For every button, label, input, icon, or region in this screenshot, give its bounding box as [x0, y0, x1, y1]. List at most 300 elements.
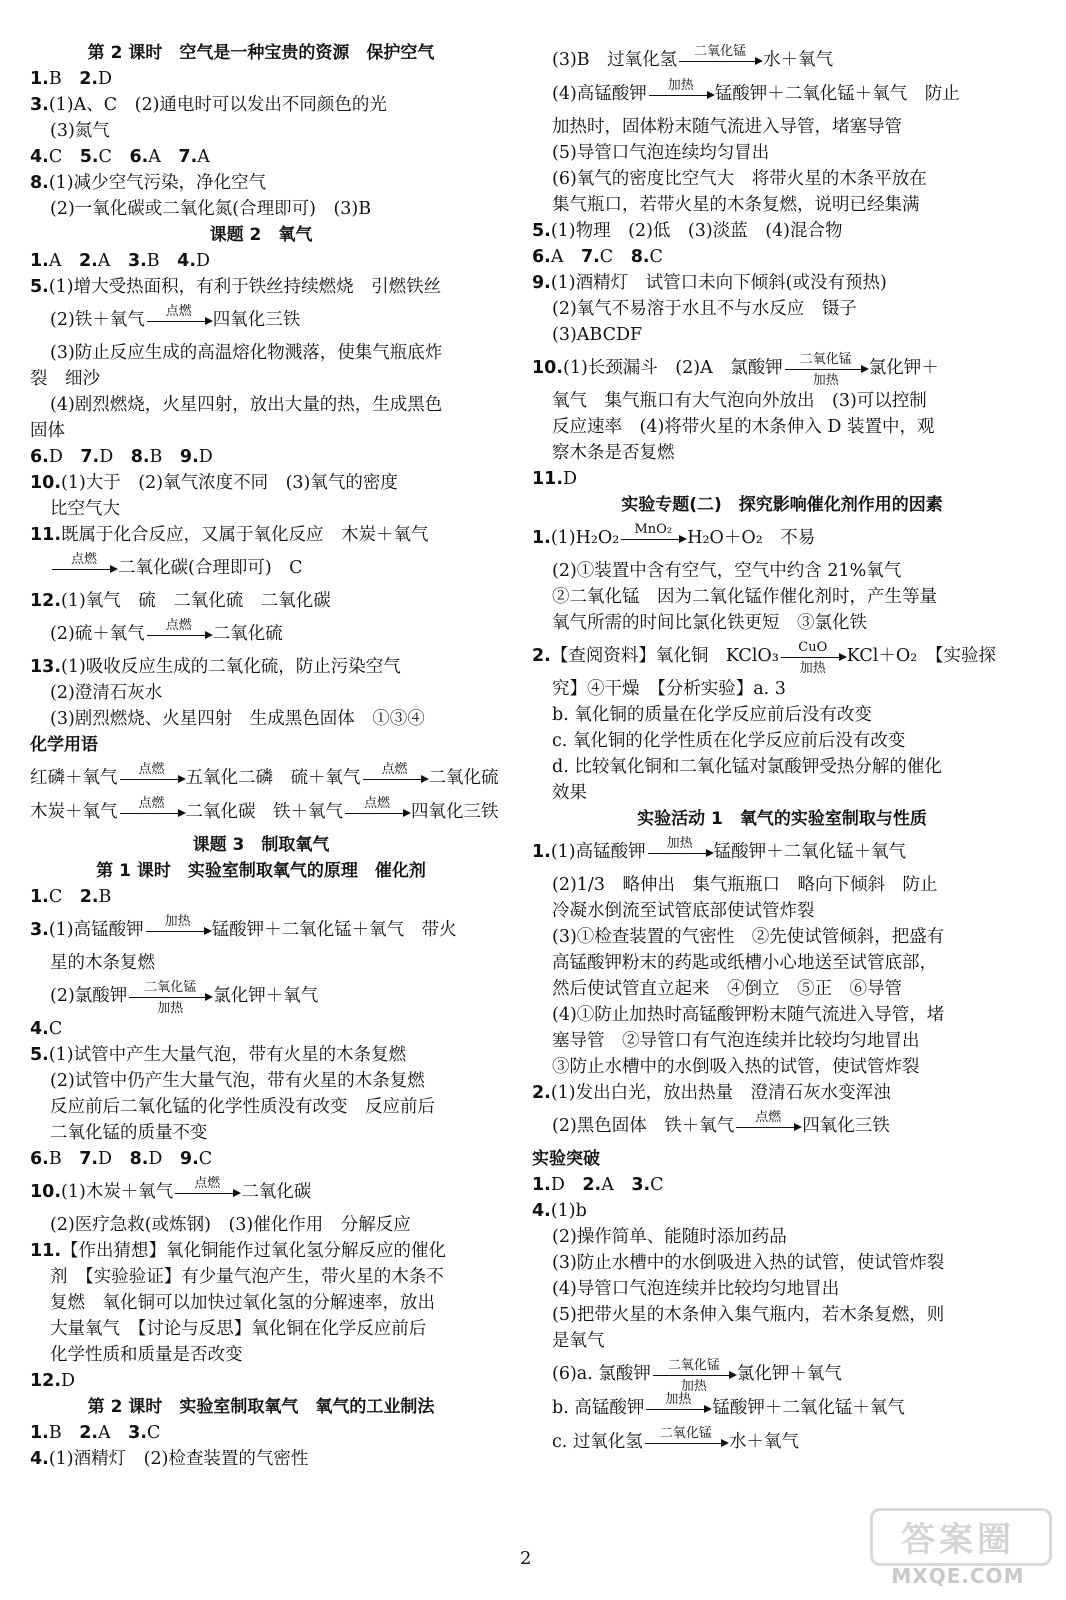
answer-line [532, 1357, 1032, 1394]
question-number: 1. [532, 528, 551, 548]
answer-text: (3)氮气 [50, 121, 110, 141]
answer-text: D [198, 447, 213, 467]
reaction-arrow [736, 1109, 800, 1138]
question-number: 6. [129, 147, 149, 167]
answer-line [532, 351, 1032, 388]
answer-text: 反应速率 (4)将带火星的木条伸入 D 装置中，观 [552, 417, 935, 437]
answer-text: 裂 细沙 [30, 369, 100, 389]
section-heading [30, 858, 492, 884]
question-number: 4. [30, 1449, 49, 1469]
answer-line [30, 979, 492, 1016]
answer-text: A [197, 147, 210, 167]
answer-line [30, 1094, 492, 1120]
answer-text: 氧气所需的时间比氯化铁更短 ③氯化铁 [552, 613, 867, 633]
answer-text: 四氧化三铁 [411, 802, 499, 822]
arrow-line [147, 321, 211, 322]
answer-line [532, 270, 1032, 296]
answer-line [532, 584, 1032, 610]
question-number: 4. [532, 1201, 551, 1221]
answer-line [532, 950, 1032, 976]
question-number: 2. [532, 646, 551, 666]
answer-line [30, 551, 492, 582]
question-number: 2. [79, 887, 99, 907]
question-number: 6. [532, 247, 551, 267]
answer-text: (1)发出白光，放出热量 澄清石灰水变浑浊 [550, 1083, 891, 1103]
question-number: 2. [582, 1175, 602, 1195]
answer-text: D [99, 447, 131, 467]
answer-text: (1)H₂O₂ [550, 528, 620, 548]
reaction-condition-top: 加热 [667, 77, 694, 93]
answer-line [30, 950, 492, 976]
question-number: 8. [129, 1149, 149, 1169]
answer-text: (2)氧气不易溶于水且不与水反应 镊子 [552, 299, 857, 319]
answer-line [532, 322, 1032, 348]
arrow-line [785, 369, 867, 370]
answer-text: B [48, 1423, 80, 1443]
answer-text: (2)澄清石灰水 [50, 683, 163, 703]
answer-text: B [98, 887, 112, 907]
answer-line [532, 702, 1032, 728]
answer-line [30, 706, 492, 732]
question-number: 10. [30, 473, 62, 493]
reaction-arrow [649, 77, 713, 106]
reaction-condition-top: 二氧化锰 [694, 43, 747, 59]
answer-line [30, 303, 492, 334]
question-number: 6. [30, 1149, 49, 1169]
section-heading [30, 1394, 492, 1420]
answer-text: 固体 [30, 421, 65, 441]
answer-line [30, 392, 492, 418]
arrow-line [52, 569, 116, 570]
answer-text: c. 过氧化氢 [552, 1432, 643, 1452]
reaction-arrow [146, 913, 210, 942]
reaction-condition-top: 二氧化锰 [667, 1357, 720, 1373]
answer-text: (4)导管口气泡连续并比较均匀地冒出 [552, 1279, 840, 1299]
answer-text: (1)试管中产生大量气泡，带有火星的木条复燃 [48, 1045, 407, 1065]
answer-line [532, 218, 1032, 244]
arrow-line [679, 61, 761, 62]
reaction-condition-top: 点燃 [165, 303, 192, 319]
answer-text: C [48, 1019, 63, 1039]
answer-line [30, 1042, 492, 1068]
answer-text: A [48, 251, 79, 271]
answer-line [532, 1109, 1032, 1140]
answer-line [30, 1238, 492, 1264]
answer-text: 锰酸钾＋二氧化锰＋氧气 防止 [714, 84, 960, 104]
reaction-condition-top: 点燃 [138, 795, 165, 811]
answer-line [30, 617, 492, 648]
answer-text: D [550, 1175, 583, 1195]
question-number: 3. [30, 920, 49, 940]
section-heading [30, 40, 492, 66]
question-number: 10. [30, 1182, 62, 1202]
answer-line [30, 1212, 492, 1238]
reaction-arrow [781, 639, 845, 676]
answer-text: D [563, 469, 578, 489]
answer-line [532, 610, 1032, 636]
answer-line [532, 872, 1032, 898]
answer-line [30, 1175, 492, 1206]
answer-text: b. 氧化铜的质量在化学反应前后没有改变 [552, 705, 872, 725]
answer-text: C [48, 147, 80, 167]
answer-text: 星的木条复燃 [50, 953, 155, 973]
arrow-line [646, 1409, 710, 1410]
question-number: 5. [30, 277, 49, 297]
answer-text: (3)ABCDF [552, 325, 643, 345]
answer-text: D [61, 1371, 76, 1391]
answer-line [532, 1302, 1032, 1328]
answer-text: (2)试管中仍产生大量气泡，带有火星的木条复燃 [50, 1071, 425, 1091]
reaction-condition-bottom: 加热 [680, 1378, 707, 1394]
answer-text: (3)B 过氧化氢 [552, 50, 678, 70]
answer-line [532, 77, 1032, 108]
answer-text: 然后使试管直立起来 ④倒立 ⑤正 ⑥导管 [552, 979, 902, 999]
answer-line [532, 1276, 1032, 1302]
answer-line [30, 1146, 492, 1172]
answer-line [532, 676, 1032, 702]
answer-line [30, 1290, 492, 1316]
answer-text: 四氧化三铁 [212, 310, 301, 330]
answer-text: (1)增大受热面积，有利于铁丝持续燃烧 引燃铁丝 [48, 277, 442, 297]
answer-text: 二氧化碳(合理即可) C [118, 558, 303, 578]
subsection-heading [532, 1146, 1032, 1172]
question-number: 2. [532, 1083, 551, 1103]
answer-text: (1)减少空气污染，净化空气 [48, 173, 267, 193]
answer-text: (2)医疗急救(或炼钢) (3)催化作用 分解反应 [50, 1215, 411, 1235]
arrow-line [645, 1443, 727, 1444]
answer-line [532, 898, 1032, 924]
answer-text: (6)氧气的密度比空气大 将带火星的木条平放在 [552, 169, 927, 189]
reaction-condition-top: 点燃 [755, 1109, 782, 1125]
answer-text: 实验专题(二) 探究影响催化剂作用的因素 [621, 495, 943, 515]
answer-text: (5)把带火星的木条伸入集气瓶内，若木条复燃，则 [552, 1305, 945, 1325]
answer-line [30, 1264, 492, 1290]
answer-text: A [148, 147, 179, 167]
answer-text: A [550, 247, 581, 267]
question-number: 1. [30, 69, 49, 89]
reaction-condition-top: 二氧化锰 [659, 1425, 712, 1441]
answer-text: KCl＋O₂ 【实验探 [846, 646, 996, 666]
arrow-line [147, 635, 211, 636]
reaction-arrow [363, 761, 427, 790]
answer-text: (2)氯酸钾 [50, 986, 128, 1006]
answer-text: 木炭＋氧气 [30, 802, 118, 822]
answer-line [532, 1425, 1032, 1456]
answer-text: (1)高锰酸钾 [550, 842, 646, 862]
answer-text: (1)A、C (2)通电时可以发出不同颜色的光 [48, 95, 387, 115]
question-number: 1. [30, 251, 49, 271]
answer-line [532, 140, 1032, 166]
answer-text: C [48, 887, 80, 907]
answer-line [30, 1368, 492, 1394]
answer-text: (1)物理 (2)低 (3)淡蓝 (4)混合物 [550, 221, 843, 241]
watermark-mark: 答案圈 [901, 1520, 1015, 1560]
question-number: 3. [631, 1175, 651, 1195]
answer-line [30, 118, 492, 144]
answer-text: B [48, 1149, 80, 1169]
answer-text: A [97, 251, 128, 271]
question-number: 2. [79, 69, 99, 89]
answer-text: 氯化钾＋氧气 [213, 986, 319, 1006]
question-number: 1. [30, 1423, 49, 1443]
reaction-arrow [648, 835, 712, 864]
question-number: 1. [532, 1175, 551, 1195]
answer-text: 反应前后二氧化锰的化学性质没有改变 反应前后 [50, 1097, 435, 1117]
answer-line [30, 170, 492, 196]
answer-line [30, 1342, 492, 1368]
answer-line [532, 558, 1032, 584]
answer-text: 既属于化合反应，又属于氧化反应 木炭＋氧气 [61, 525, 429, 545]
answer-line [30, 654, 492, 680]
answer-text: 【查阅资料】氧化铜 KClO₃ [550, 646, 779, 666]
section-heading [30, 832, 492, 858]
answer-line [532, 43, 1032, 74]
answer-line [30, 496, 492, 522]
answer-text: (2)一氧化碳或二氧化氮(合理即可) (3)B [50, 199, 372, 219]
answer-line [30, 884, 492, 910]
answer-text: (1)氧气 硫 二氧化硫 二氧化碳 [61, 591, 331, 611]
reaction-condition-top: 点燃 [194, 1175, 221, 1191]
question-number: 11. [30, 1241, 62, 1261]
arrow-line [649, 95, 713, 96]
answer-text: 锰酸钾＋二氧化锰＋氧气 [713, 842, 907, 862]
answer-line [30, 1016, 492, 1042]
answer-text: (2)硫＋氧气 [50, 624, 145, 644]
arrow-line [120, 813, 184, 814]
answer-text: (3)防止反应生成的高温熔化物溅落，使集气瓶底炸 [50, 343, 443, 363]
arrow-line [363, 779, 427, 780]
answer-text: C [98, 147, 130, 167]
arrow-line [146, 931, 210, 932]
answer-text: (3)防止水槽中的水倒吸进入热的试管，使试管炸裂 [552, 1253, 945, 1273]
answer-text: 二氧化碳 铁＋氧气 [185, 802, 343, 822]
watermark-logo [870, 1506, 1046, 1590]
answer-text: 第 1 课时 实验室制取氧气的原理 催化剂 [96, 861, 426, 881]
answer-line [30, 1446, 492, 1472]
question-number: 4. [30, 1019, 49, 1039]
answer-text: 塞导管 ②导管口有气泡连续并比较均匀地冒出 [552, 1031, 920, 1051]
answer-line [532, 114, 1032, 140]
answer-text: A [601, 1175, 632, 1195]
arrow-line [621, 539, 685, 540]
answer-text: 大量氧气 【讨论与反思】氧化铜在化学反应前后 [50, 1319, 427, 1339]
reaction-condition-top: MnO₂ [634, 521, 673, 537]
answer-line [532, 296, 1032, 322]
answer-text: 剂 【实验验证】有少量气泡产生，带火星的木条不 [50, 1267, 444, 1287]
answer-line [30, 1316, 492, 1342]
answer-text: (3)剧烈燃烧、火星四射 生成黑色固体 ①③④ [50, 709, 425, 729]
question-number: 9. [532, 273, 551, 293]
answer-text: 比空气大 [50, 499, 120, 519]
question-number: 3. [128, 1423, 147, 1443]
answer-line [30, 444, 492, 470]
answer-line [532, 1080, 1032, 1106]
answer-line [30, 1420, 492, 1446]
answer-line [532, 1002, 1032, 1028]
section-heading [532, 492, 1032, 518]
answer-line [532, 639, 1032, 676]
answer-text: (1)木炭＋氧气 [61, 1182, 174, 1202]
answer-text: (2)①装置中含有空气，空气中约含 21%氧气 [552, 561, 902, 581]
answer-line [532, 1328, 1032, 1354]
answer-line [532, 1250, 1032, 1276]
left-column [30, 40, 499, 1472]
answer-text: d. 比较氧化铜和二氧化锰对氯酸钾受热分解的催化 [552, 757, 942, 777]
arrow-line [120, 779, 184, 780]
answer-line [532, 1172, 1032, 1198]
answer-text: 冷凝水倒流至试管底部使试管炸裂 [552, 901, 815, 921]
reaction-arrow [120, 795, 184, 824]
reaction-arrow [679, 43, 761, 72]
answer-text: 二氧化锰的质量不变 [50, 1123, 208, 1143]
answer-line [30, 1120, 492, 1146]
section-heading [30, 222, 492, 248]
answer-line [532, 835, 1032, 866]
answer-text: 化学用语 [30, 735, 98, 755]
reaction-arrow [147, 303, 211, 332]
answer-line [532, 1028, 1032, 1054]
answer-text: B [146, 251, 178, 271]
reaction-condition-top: 点燃 [70, 551, 97, 567]
answer-line [532, 192, 1032, 218]
reaction-condition-top: 二氧化锰 [799, 351, 852, 367]
reaction-arrow [129, 979, 211, 1016]
answer-line [30, 196, 492, 222]
answer-text: (2)铁＋氧气 [50, 310, 145, 330]
reaction-arrow [175, 1175, 239, 1204]
reaction-condition-top: 点燃 [381, 761, 408, 777]
answer-line [30, 366, 492, 392]
answer-text: 锰酸钾＋二氧化锰＋氧气 带火 [211, 920, 457, 940]
answer-text: D [195, 251, 210, 271]
answer-text: 察木条是否复燃 [552, 443, 675, 463]
answer-text: C [147, 1423, 161, 1443]
arrow-line [736, 1127, 800, 1128]
reaction-condition-bottom: 加热 [157, 1000, 184, 1016]
answer-text: 效果 [552, 783, 587, 803]
answer-text: (6)a. 氯酸钾 [552, 1364, 651, 1384]
answer-text: 锰酸钾＋二氧化锰＋氧气 [712, 1398, 905, 1418]
answer-text: H₂O＋O₂ 不易 [687, 528, 816, 548]
answer-text: D [98, 1149, 130, 1169]
answer-line [30, 248, 492, 274]
question-number: 3. [127, 251, 147, 271]
question-number: 5. [532, 221, 551, 241]
answer-text: (2)1/3 略伸出 集气瓶瓶口 略向下倾斜 防止 [552, 875, 938, 895]
answer-line [30, 144, 492, 170]
answer-text: B [48, 69, 80, 89]
answer-line [532, 521, 1032, 552]
answer-text: D [98, 69, 113, 89]
question-number: 7. [80, 447, 100, 467]
reaction-condition-top: 点燃 [138, 761, 165, 777]
answer-line [30, 522, 492, 548]
answer-text: 四氧化三铁 [802, 1116, 890, 1136]
answer-text: 化学性质和质量是否改变 [50, 1345, 243, 1365]
answer-line [30, 92, 492, 118]
answer-text: (4)①防止加热时高锰酸钾粉末随气流进入导管，堵 [552, 1005, 945, 1025]
question-number: 12. [30, 591, 62, 611]
answer-text: C [650, 1175, 664, 1195]
question-number: 11. [532, 469, 564, 489]
question-number: 7. [178, 147, 198, 167]
answer-line [532, 780, 1032, 806]
answer-text: (3)①检查装置的气密性 ②先使试管倾斜，把盛有 [552, 927, 945, 947]
answer-text: (1)b [550, 1201, 587, 1221]
answer-line [532, 166, 1032, 192]
question-number: 4. [30, 147, 49, 167]
answer-line [30, 795, 499, 826]
question-number: 8. [130, 447, 150, 467]
answer-line [532, 1224, 1032, 1250]
reaction-arrow [646, 1391, 710, 1420]
answer-line [30, 761, 499, 792]
answer-text: 实验活动 1 氧气的实验室制取与性质 [637, 809, 927, 829]
answer-text: c. 氧化铜的化学性质在化学反应前后没有改变 [552, 731, 906, 751]
answer-text: C [198, 1149, 213, 1169]
answer-line [532, 414, 1032, 440]
answer-text: 氧气 集气瓶口有大气泡向外放出 (3)可以控制 [552, 391, 927, 411]
question-number: 13. [30, 657, 62, 677]
answer-text: 二氧化碳 [241, 1182, 312, 1202]
reaction-arrow [345, 795, 409, 824]
answer-text: ②二氧化锰 因为二氧化锰作催化剂时，产生等量 [552, 587, 937, 607]
reaction-arrow [120, 761, 184, 790]
answer-text: 氯化钾＋ [868, 358, 939, 378]
question-number: 12. [30, 1371, 62, 1391]
question-number: 7. [79, 1149, 99, 1169]
answer-text: 氯化钾＋氧气 [736, 1364, 842, 1384]
answer-line [30, 913, 492, 944]
reaction-arrow [52, 551, 116, 580]
answer-line [30, 274, 492, 300]
answer-line [532, 1391, 1032, 1422]
answer-line [532, 440, 1032, 466]
answer-text: (1)长颈漏斗 (2)A 氯酸钾 [563, 358, 783, 378]
answer-line [532, 1198, 1032, 1224]
answer-text: 究】④干燥 【分析实验】a. 3 [552, 679, 786, 699]
answer-text: (2)黑色固体 铁＋氧气 [552, 1116, 735, 1136]
arrow-line [129, 997, 211, 998]
answer-text: 是氧气 [552, 1331, 605, 1351]
reaction-condition-bottom: 加热 [799, 660, 826, 676]
answer-text: 水＋氧气 [728, 1432, 799, 1452]
answer-text: (1)酒精灯 (2)检查装置的气密性 [48, 1449, 309, 1469]
answer-text: 五氧化二磷 硫＋氧气 [185, 768, 361, 788]
question-number: 9. [179, 447, 199, 467]
question-number: 10. [532, 358, 564, 378]
question-number: 11. [30, 525, 62, 545]
reaction-condition-top: CuO [798, 639, 828, 655]
answer-text: 复燃 氧化铜可以加快过氧化氢的分解速率，放出 [50, 1293, 435, 1313]
page-number: 2 [520, 1548, 532, 1569]
answer-text: 红磷＋氧气 [30, 768, 118, 788]
answer-text: 第 2 课时 实验室制取氧气 氧气的工业制法 [87, 1397, 435, 1417]
reaction-condition-top: 加热 [665, 1391, 692, 1407]
answer-line [532, 388, 1032, 414]
answer-text: 高锰酸钾粉末的药匙或纸槽小心地送至试管底部， [552, 953, 937, 973]
answer-text: (5)导管口气泡连续均匀冒出 [552, 143, 770, 163]
reaction-condition-top: 加热 [164, 913, 191, 929]
question-number: 5. [79, 147, 99, 167]
answer-text: ③防止水槽中的水倒吸入热的试管，使试管炸裂 [552, 1057, 920, 1077]
question-number: 9. [179, 1149, 199, 1169]
question-number: 3. [30, 95, 49, 115]
reaction-arrow [147, 617, 211, 646]
arrow-line [648, 853, 712, 854]
answer-text: A [98, 1423, 129, 1443]
answer-line [532, 924, 1032, 950]
